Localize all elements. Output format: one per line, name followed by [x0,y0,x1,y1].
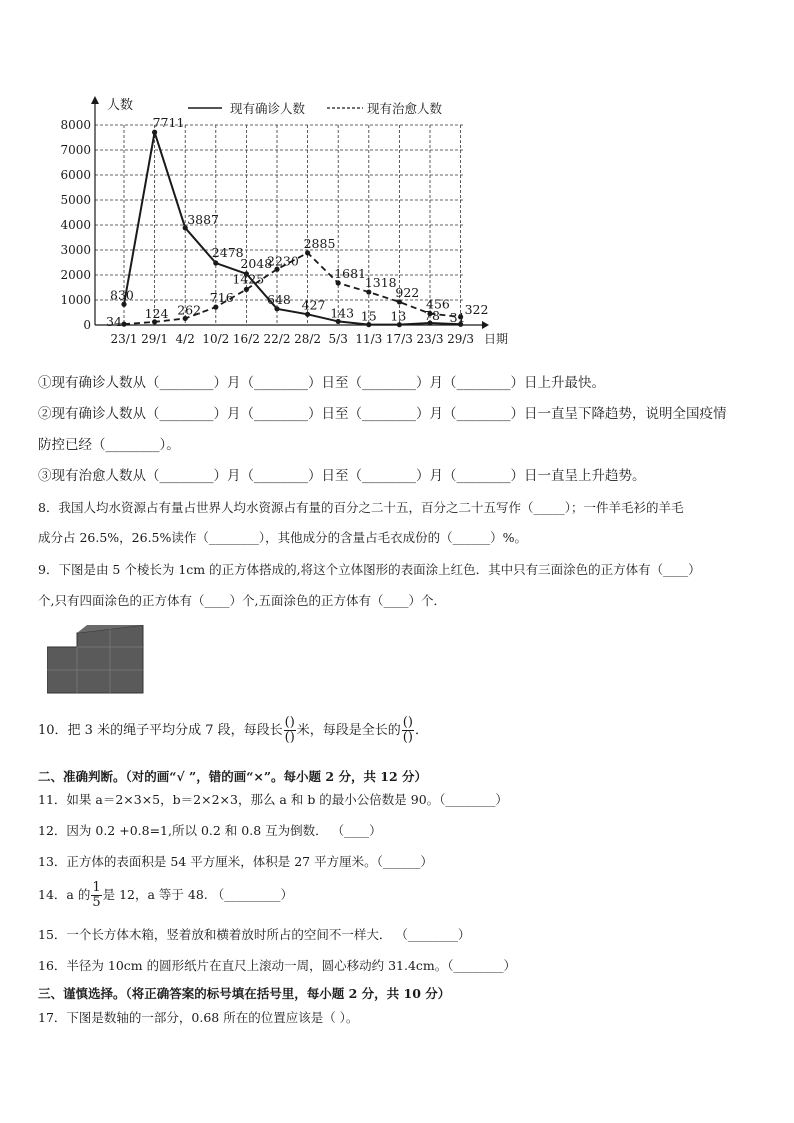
question-9-line-2: 个,只有四面涂色的正方体有（____）个,五面涂色的正方体有（____）个． [38,593,446,608]
data-label: 124 [144,305,169,321]
x-tick-label: 29/1 [141,332,169,346]
legend-label-cured: 现有治愈人数 [367,101,443,116]
question-16: 16．半径为 10cm 的圆形纸片在直尺上滚动一周，圆心移动约 31.4cm。（________） [38,958,517,973]
data-label: 2478 [211,245,244,261]
question-9-line-1: 9．下图是由 5 个棱长为 1cm 的正方体搭成的,将这个立体图形的表面涂上红色．其中只有三面涂色的正方体有（____） [38,562,701,577]
question-10-text-2: 米，每段是全长的 [296,723,401,738]
y-tick-label: 3000 [60,243,91,257]
y-axis-arrow [91,96,99,104]
question-10-text-1: 10．把 3 米的绳子平均分成 7 段，每段长 [38,723,283,738]
chart-legend [188,101,443,116]
y-tick-label: 6000 [60,168,91,182]
data-label: 716 [209,290,234,306]
data-point [244,287,249,292]
data-label: 1681 [334,265,367,281]
x-tick-label: 17/3 [385,332,413,346]
data-label: 456 [426,296,450,312]
line-chart [40,92,530,354]
y-tick-label: 8000 [60,118,91,132]
fraction-numerator: () [284,715,295,730]
question-7-part-2a: ②现有确诊人数从（________）月（________）日至（________）月（________）日一直呈下降趋势，说明全国疫情 [38,406,727,422]
x-tick-label: 22/2 [263,332,291,346]
data-label: 2048 [240,255,273,271]
x-tick-label: 28/2 [294,332,322,346]
data-point [274,306,279,311]
x-axis-label: 日期 [484,332,509,346]
x-tick-labels [111,332,475,346]
question-14-text-2: 是 12，a 等于 48. （_________） [102,887,294,902]
question-8-line-2: 成分占 26.5%，26.5%读作（________），其他成分的含量占毛衣成份的（______）%。 [38,530,528,545]
y-axis-label: 人数 [107,98,134,113]
fraction-of-total [402,716,414,745]
x-tick-label: 16/2 [232,332,260,346]
data-label: 3887 [187,211,220,227]
question-7-part-2b: 防控已经（________）。 [38,437,180,453]
question-7-part-1: ①现有确诊人数从（________）月（________）日至（________）月（________）日上升最快。 [38,375,605,391]
x-tick-label: 23/3 [416,332,444,346]
fraction-numerator: 1 [92,880,101,895]
fraction-denominator: 5 [92,895,101,910]
x-tick-label: 23/1 [110,332,138,346]
data-label: 15 [360,308,377,324]
data-label: 78 [424,308,440,324]
y-tick-label: 5000 [60,193,91,207]
fraction-denominator: () [402,730,413,745]
y-tick-label: 4000 [60,218,91,232]
question-10 [38,716,428,745]
data-label: 2885 [303,235,336,251]
data-label: 322 [464,301,489,317]
fraction-denominator: () [284,730,295,745]
question-14 [38,881,293,910]
data-labels [106,115,488,329]
data-label: 830 [110,287,134,303]
fraction-numerator: () [402,715,413,730]
question-8-line-1: 8．我国人均水资源占有量占世界人均水资源占有量的百分之二十五，百分之二十五写作（_____）；一件羊毛衫的羊毛 [38,500,684,515]
x-tick-label: 5/3 [328,332,348,346]
data-label: 34 [106,314,122,330]
question-13: 13．正方体的表面积是 54 平方厘米，体积是 27 平方厘米。（______） [38,854,433,869]
question-17: 17．下图是数轴的一部分，0.68 所在的位置应该是（ ）。 [38,1010,359,1025]
question-14-text-1: 14．a 的 [38,887,91,902]
data-label: 2230 [267,253,299,269]
data-point [213,260,218,265]
x-axis-arrow [482,321,489,329]
data-point [152,130,157,135]
y-tick-label: 0 [83,318,91,332]
question-12: 12．因为 0.2 +0.8=1,所以 0.2 和 0.8 互为倒数． （____） [38,823,382,838]
data-label: 1318 [364,275,397,291]
section-3-heading: 三、谨慎选择。（将正确答案的标号填在括号里，每小题 2 分，共 10 分） [38,986,451,1001]
data-point [305,250,310,255]
data-point [121,302,126,307]
data-label: 922 [395,284,420,300]
data-point [305,312,310,317]
data-label: 1425 [232,271,265,287]
section-2-heading: 二、准确判断。（对的画“√ ”，错的画“×”。每小题 2 分，共 12 分） [38,769,428,784]
data-point [121,322,126,327]
data-point [213,305,218,310]
fraction-one-fifth [91,881,101,910]
data-label: 13 [390,308,407,324]
data-label: 427 [301,297,326,313]
data-point [366,289,371,294]
question-7-part-3: ③现有治愈人数从（________）月（________）日至（________）月（________）日一直呈上升趋势。 [38,468,646,484]
question-15: 15．一个长方体木箱，竖着放和横着放时所占的空间不一样大． （________） [38,927,471,942]
y-tick-labels [60,118,91,332]
y-tick-label: 1000 [60,293,91,307]
data-label: 31 [449,310,466,326]
data-label: 143 [330,305,355,321]
x-tick-label: 29/3 [447,332,475,346]
y-tick-label: 2000 [60,268,91,282]
fraction-segment-length [284,716,296,745]
data-label: 7711 [152,115,185,131]
legend-label-confirmed: 现有确诊人数 [230,101,306,116]
cube-stack-figure [47,625,145,697]
data-label: 648 [267,291,291,307]
x-tick-label: 10/2 [202,332,230,346]
x-tick-label: 4/2 [175,332,195,346]
data-point [397,299,402,304]
y-tick-label: 7000 [60,143,91,157]
x-tick-label: 11/3 [355,332,383,346]
question-10-text-3: ． [414,723,428,738]
data-label: 262 [177,302,202,318]
data-point [336,280,341,285]
question-11: 11．如果 a＝2×3×5，b＝2×2×3，那么 a 和 b 的最小公倍数是 90。（________） [38,792,508,807]
